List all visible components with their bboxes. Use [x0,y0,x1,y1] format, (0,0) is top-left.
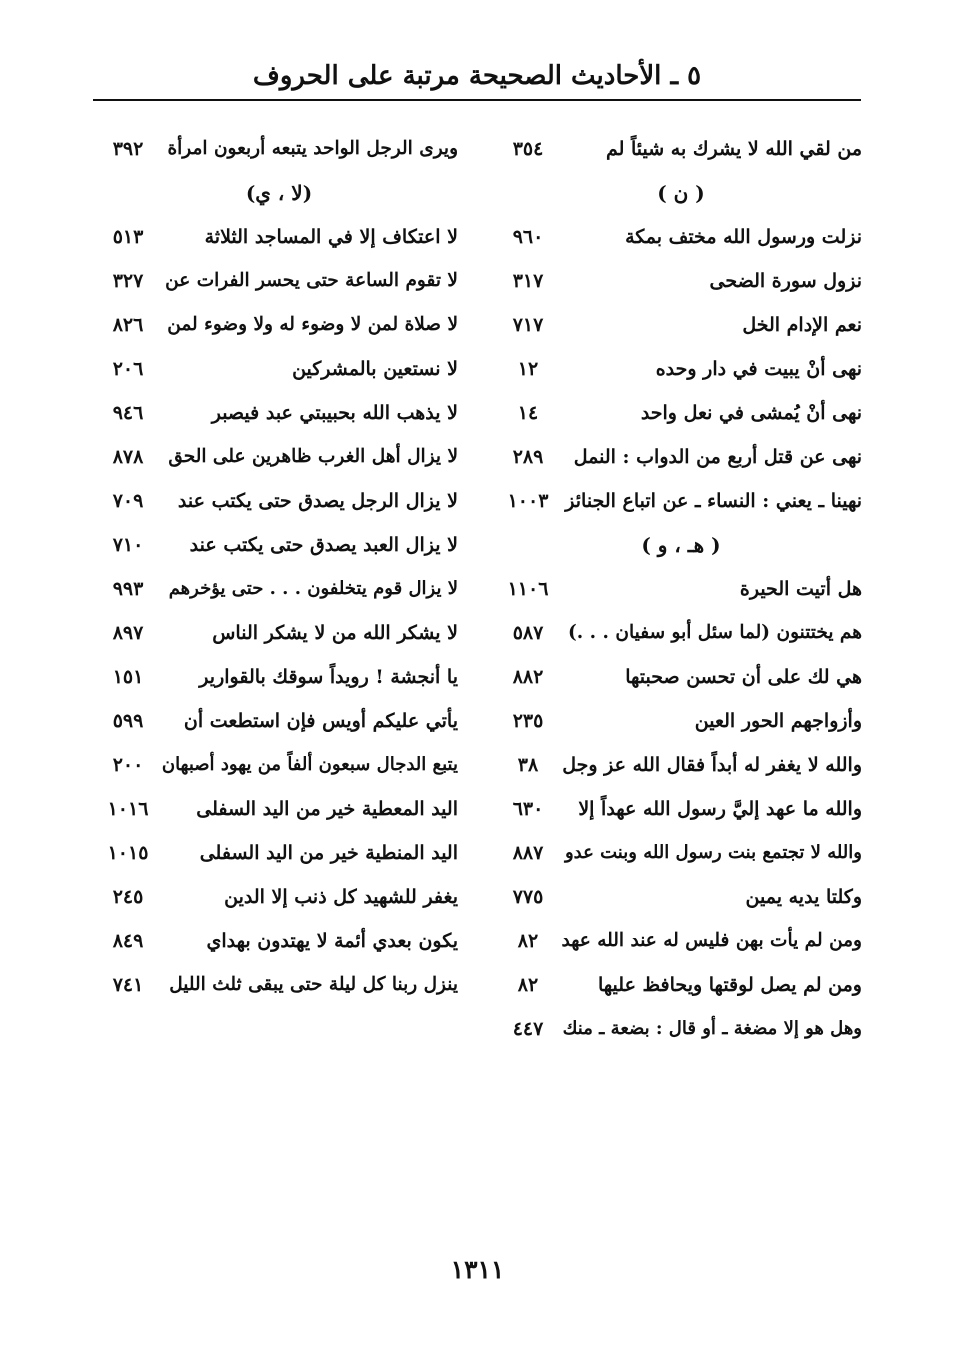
index-entry [500,567,862,611]
hadith-text: لا يزال قوم يتخلفون . . . حتى يؤخرهم [168,578,458,599]
hadith-text: وهل هو إلا مضغة ـ أو قال : بضعة ـ منك [562,1018,862,1039]
index-entry [500,347,862,391]
section-heading: (لا ، ي) [245,181,313,205]
hadith-text: والله لا يغفر له أبداً فقال الله عز وجل [562,754,862,776]
header-title: ٥ ـ الأحاديث الصحيحة مرتبة على الحروف [252,61,702,91]
hadith-text: يغفر للشهيد كل ذنب إلا الدين [224,886,458,908]
hadith-text: والله ما عهد إليَّ رسول الله عهداً إلا [578,798,862,820]
index-entry [100,831,458,875]
hadith-text: هل أتيت الحيرة [739,578,862,600]
hadith-text: يأتي عليكم أويس فإن استطعت أن [183,710,458,732]
hadith-number: ٢٤٥ [112,886,144,908]
hadith-text: لا يذهب الله بحبيبتي عبد فيصبر [211,402,458,424]
hadith-text: لا يزال أهل الغرب ظاهرين على الحق [168,446,458,467]
section-heading: ( هـ ، و ) [641,533,721,557]
header-rule [93,99,861,101]
hadith-number: ١٢ [517,358,539,380]
hadith-text: نعم الإدام الخل [742,314,862,336]
hadith-number: ٧٧٥ [512,886,544,908]
index-entry [500,1007,862,1051]
hadith-number: ٣٢٧ [112,270,144,292]
hadith-number: ٣٩٢ [112,138,144,160]
index-entry [500,303,862,347]
page-header [93,58,861,98]
hadith-text: وكلتا يديه يمين [745,886,862,908]
index-entry [100,567,458,611]
hadith-number: ١٠٠٣ [507,490,549,512]
hadith-number: ٨٧٨ [112,446,144,468]
section-heading: ( ن ) [657,181,705,205]
index-entry [100,611,458,655]
hadith-text: اليد المنطية خير من اليد السفلى [199,842,458,864]
hadith-number: ٦٣٠ [512,798,544,820]
hadith-number: ١٥١ [112,666,144,688]
hadith-text: والله لا تجتمع بنت رسول الله وبنت عدو [564,842,862,863]
index-entry [500,479,862,523]
index-entry [500,127,862,171]
index-entry [500,391,862,435]
index-entry [100,699,458,743]
hadith-number: ٤٤٧ [512,1018,544,1040]
hadith-text: اليد المعطية خير من اليد السفلى [196,798,458,820]
index-entry [500,919,862,963]
hadith-text: ويرى الرجل الواحد يتبعه أربعون امرأة [167,138,458,159]
hadith-number: ١١٠٦ [507,578,549,600]
hadith-text: نهى أنْ يُمشى في نعل واحد [640,402,862,424]
hadith-number: ١٠١٦ [107,798,149,820]
hadith-text: يكون بعدي أئمة لا يهتدون بهداي [206,930,458,952]
hadith-number: ٩٦٠ [512,226,544,248]
hadith-text: لا نستعين بالمشركين [292,358,458,380]
hadith-number: ٨٢ [517,974,539,996]
index-entry [500,743,862,787]
index-entry [500,435,862,479]
hadith-number: ٥٩٩ [112,710,144,732]
hadith-text: لا يشكر الله من لا يشكر الناس [212,622,458,644]
index-entry [100,435,458,479]
index-column-right [500,127,862,1051]
index-entry [500,787,862,831]
index-entry [100,391,458,435]
hadith-number: ٢٠٦ [112,358,144,380]
hadith-number: ٨٢ [517,930,539,952]
index-entry [500,215,862,259]
hadith-number: ٨٩٧ [112,622,144,644]
index-entry [500,259,862,303]
index-entry [500,875,862,919]
index-entry [100,743,458,787]
index-entry [100,127,458,171]
index-entry [100,259,458,303]
hadith-number: ٥١٣ [112,226,144,248]
hadith-number: ٧٤١ [112,974,144,996]
hadith-number: ٨٨٧ [512,842,544,864]
hadith-number: ٣١٧ [512,270,544,292]
hadith-text: يا أنجشة ! رويداً سوقك بالقوارير [199,666,458,688]
index-entry [500,831,862,875]
hadith-text: لا صلاة لمن لا وضوء له ولا وضوء لمن [167,314,458,335]
hadith-number: ٧٠٩ [112,490,144,512]
hadith-number: ٧١٠ [112,534,144,556]
index-entry [100,919,458,963]
hadith-text: نزول سورة الضحى [709,270,862,292]
index-entry [100,215,458,259]
hadith-number: ٨٤٩ [112,930,144,952]
hadith-number: ١٤ [517,402,539,424]
hadith-number: ٢٠٠ [112,754,144,776]
hadith-text: نهى عن قتل أربع من الدواب : النمل [573,446,862,468]
hadith-number: ٥٨٧ [512,622,544,644]
index-entry [100,303,458,347]
hadith-text: يتبع الدجال سبعون ألفاً من يهود أصبهان [161,754,458,775]
index-entry [100,523,458,567]
hadith-text: هي لك على أن تحسن صحبتها [625,666,862,688]
hadith-number: ٨٢٦ [112,314,144,336]
hadith-number: ١٠١٥ [107,842,149,864]
hadith-text: ينزل ربنا كل ليلة حتى يبقى ثلث الليل [169,974,458,995]
hadith-number: ٢٣٥ [512,710,544,732]
index-entry [500,699,862,743]
hadith-number: ٣٥٤ [512,138,544,160]
page-number: ١٣١١ [450,1255,505,1284]
index-entry [500,611,862,655]
hadith-text: وأزواجهم الحور العين [694,710,862,732]
hadith-text: لا يزال الرجل يصدق حتى يكتب عند [177,490,458,512]
hadith-text: لا اعتكاف إلا في المساجد الثلاثة [204,226,458,248]
hadith-text: نزلت ورسول الله مختف بمكة [625,226,862,248]
hadith-text: هم يختتنون (لما سئل أبو سفيان . . .) [568,622,862,643]
hadith-number: ٢٨٩ [512,446,544,468]
index-entry [500,655,862,699]
hadith-number: ٣٨ [517,754,539,776]
hadith-text: ومن لم يأت بهن فليس له عند الله عهد [561,930,862,951]
index-entry [100,875,458,919]
index-entry [100,787,458,831]
hadith-text: نهى أنْ يبيت في دار وحده [655,358,862,380]
index-column-left [100,127,458,1007]
index-entry [100,347,458,391]
hadith-text: من لقي الله لا يشرك به شيئاً لم [605,138,862,160]
hadith-text: لا يزال العبد يصدق حتى يكتب عند [189,534,458,556]
hadith-number: ٩٩٣ [112,578,144,600]
index-entry [100,963,458,1007]
hadith-number: ٧١٧ [512,314,544,336]
hadith-number: ٨٨٢ [512,666,544,688]
hadith-text: لا تقوم الساعة حتى يحسر الفرات عن [165,270,458,291]
index-entry [100,655,458,699]
hadith-text: ومن لم يصل لوقتها ويحافظ عليها [598,974,862,996]
hadith-number: ٩٤٦ [112,402,144,424]
hadith-text: نهينا ـ يعني : النساء ـ عن اتباع الجنائز [565,490,862,512]
index-entry [100,479,458,523]
index-entry [500,963,862,1007]
